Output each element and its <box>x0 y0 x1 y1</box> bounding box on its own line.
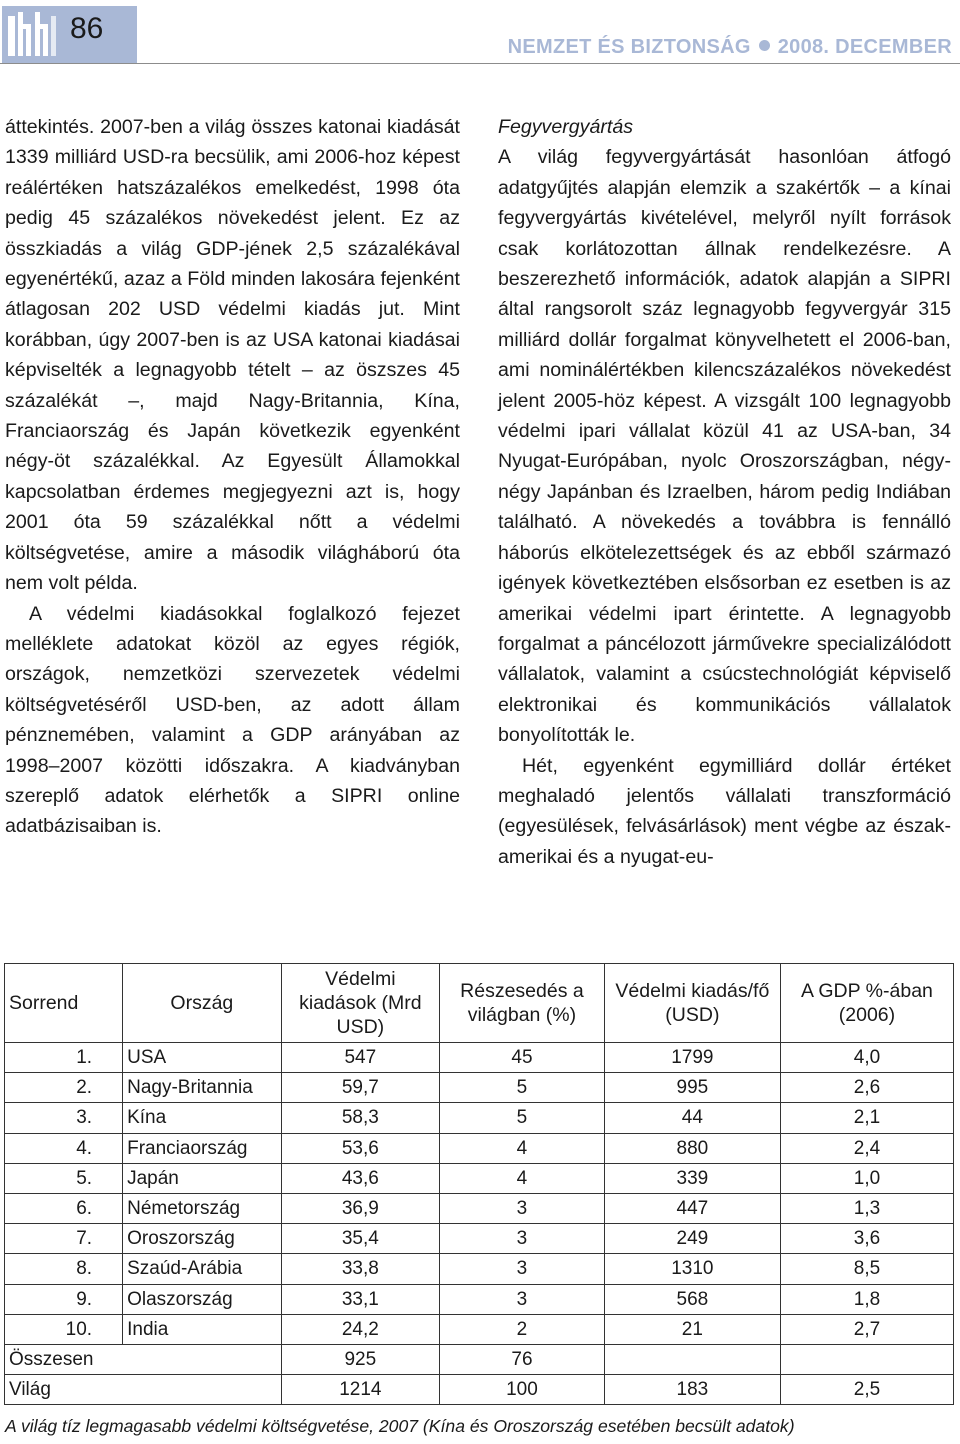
journal-logo-icon <box>8 10 56 60</box>
table-header-row <box>5 964 954 1043</box>
cell-gdp: 8,5 <box>780 1254 953 1284</box>
cell-world-gdp: 2,5 <box>780 1375 953 1405</box>
cell-rank: 6. <box>5 1193 123 1223</box>
cell-spending: 36,9 <box>281 1193 440 1223</box>
cell-share: 3 <box>440 1193 605 1223</box>
table-total-row <box>5 1344 954 1374</box>
cell-share: 45 <box>440 1043 605 1073</box>
cell-country: Németország <box>123 1193 282 1223</box>
cell-country: Nagy-Britannia <box>123 1073 282 1103</box>
cell-country: Oroszország <box>123 1224 282 1254</box>
cell-world-per-capita: 183 <box>604 1375 780 1405</box>
cell-per-capita: 1799 <box>604 1043 780 1073</box>
issue-date: 2008. DECEMBER <box>777 36 952 58</box>
cell-per-capita: 1310 <box>604 1254 780 1284</box>
cell-country: Kína <box>123 1103 282 1133</box>
cell-gdp: 1,3 <box>780 1193 953 1223</box>
table-row <box>5 1133 954 1163</box>
cell-total-share: 76 <box>440 1344 605 1374</box>
cell-gdp: 2,1 <box>780 1103 953 1133</box>
cell-gdp: 2,4 <box>780 1133 953 1163</box>
cell-per-capita: 995 <box>604 1073 780 1103</box>
cell-total-gdp <box>780 1344 953 1374</box>
col-header-gdp: A GDP %-ában (2006) <box>780 964 953 1043</box>
cell-per-capita: 568 <box>604 1284 780 1314</box>
table-row <box>5 1043 954 1073</box>
cell-spending: 33,8 <box>281 1254 440 1284</box>
table-row <box>5 1073 954 1103</box>
cell-world-label: Világ <box>5 1375 282 1405</box>
col-header-rank: Sorrend <box>5 964 123 1043</box>
cell-world-share: 100 <box>440 1375 605 1405</box>
cell-per-capita: 249 <box>604 1224 780 1254</box>
table-row <box>5 1314 954 1344</box>
section-heading: Fegyvergyártás <box>498 116 634 138</box>
page-number: 86 <box>70 12 104 45</box>
cell-country: Japán <box>123 1163 282 1193</box>
cell-rank: 1. <box>5 1043 123 1073</box>
cell-gdp: 1,8 <box>780 1284 953 1314</box>
cell-total-spending: 925 <box>281 1344 440 1374</box>
cell-spending: 547 <box>281 1043 440 1073</box>
left-column <box>5 112 460 842</box>
cell-spending: 35,4 <box>281 1224 440 1254</box>
cell-gdp: 2,6 <box>780 1073 953 1103</box>
col-header-share: Részesedés a világban (%) <box>440 964 605 1043</box>
cell-share: 3 <box>440 1224 605 1254</box>
cell-share: 5 <box>440 1103 605 1133</box>
cell-spending: 33,1 <box>281 1284 440 1314</box>
cell-spending: 53,6 <box>281 1133 440 1163</box>
cell-rank: 5. <box>5 1163 123 1193</box>
cell-total-label: Összesen <box>5 1344 282 1374</box>
cell-per-capita: 21 <box>604 1314 780 1344</box>
cell-rank: 8. <box>5 1254 123 1284</box>
cell-per-capita: 44 <box>604 1103 780 1133</box>
col-header-country: Ország <box>123 964 282 1043</box>
right-column <box>498 112 951 872</box>
table-row <box>5 1284 954 1314</box>
table-world-row <box>5 1375 954 1405</box>
cell-country: USA <box>123 1043 282 1073</box>
cell-share: 4 <box>440 1133 605 1163</box>
cell-rank: 3. <box>5 1103 123 1133</box>
cell-per-capita: 447 <box>604 1193 780 1223</box>
header-divider <box>0 63 960 64</box>
body-paragraph: A védelmi kiadásokkal foglalkozó fejezet melléklete adatokat közöl az egyes régiók, országok, nemzetközi szervezetek védelmi költségvetéséről USD-ben, az adott állam pénznemében, valamint a GDP arányában az 1998–2007 közötti időszakra. A kiadványban szereplő adatok elérhetők a SIPRI online adatbázisaiban is. <box>5 602 460 838</box>
cell-share: 3 <box>440 1254 605 1284</box>
cell-total-per-capita <box>604 1344 780 1374</box>
table-row <box>5 1103 954 1133</box>
body-paragraph: Hét, egyenként egymilliárd dollár értéket meghaladó jelentős vállalati transzformáció (egyesülések, felvásárlások) ment végbe az észak-amerikai és a nyugat-eu- <box>498 754 951 868</box>
table-row <box>5 1193 954 1223</box>
cell-world-spending: 1214 <box>281 1375 440 1405</box>
page-header <box>0 0 960 70</box>
table-row <box>5 1254 954 1284</box>
journal-title: NEMZET ÉS BIZTONSÁG <box>507 36 751 58</box>
cell-gdp: 2,7 <box>780 1314 953 1344</box>
body-paragraph: áttekintés. 2007-ben a világ összes katonai kiadását 1339 milliárd USD-ra becsülik, ami 2006-hoz képest reálértéken hatszázalékos emelkedést, 1998 óta pedig 45 százalékos növekedést jelent. Ez az összkiadás a világ GDP-jének 2,5 százalékával egyenértékű, azaz a Föld minden lakosára fejenként átlagosan 202 USD védelmi kiadás jut. Mint korábban, úgy 2007-ben is az USA katonai kiadásai képviselték a legnagyobb tételt – az öszszes 45 százalékát –, majd Nagy-Britannia, Kína, Franciaország és Japán következik egyenként négy-öt százalékkal. Az Egyesült Államokkal kapcsolatban érdemes megjegyezni azt is, hogy 2001 óta 59 százalékkal nőtt a védelmi költségvetése, amire a második világháború óta nem volt példa. <box>5 116 460 595</box>
cell-rank: 10. <box>5 1314 123 1344</box>
cell-country: India <box>123 1314 282 1344</box>
cell-spending: 24,2 <box>281 1314 440 1344</box>
cell-spending: 43,6 <box>281 1163 440 1193</box>
cell-share: 3 <box>440 1284 605 1314</box>
cell-per-capita: 339 <box>604 1163 780 1193</box>
body-paragraph: A világ fegyvergyártását hasonlóan átfogó adatgyűjtés alapján elemzik a szakértők – a kínai fegyvergyártás kivételével, melyről nyílt források csak korlátozottan állnak rendelkezésre. A beszerezhető információk, adatok alapján a SIPRI által rangsorolt száz legnagyobb fegyvergyár 315 milliárd dollár forgalmat könyvelhetett el 2006-ban, ami nominálértékben kilencszázalékos növekedést jelent 2005-höz képest. A vizsgált 100 legnagyobb védelmi ipari vállalat közül 41 az USA-ban, 34 Nyugat-Európában, nyolc Oroszországban, négy-négy Japánban és Izraelben, három pedig Indiában található. A növekedés a továbbra is fennálló háborús elkötelezettségek és az ebből származó igények következtében elsősorban ez esetben is az amerikai védelmi ipart érintette. A legnagyobb forgalmat a páncélozott járművekre specializálódott vállalatok, valamint a csúcstechnológiát képviselő elektronikai és kommunikációs vállalatok bonyolították le. <box>498 146 951 747</box>
cell-country: Szaúd-Arábia <box>123 1254 282 1284</box>
cell-gdp: 3,6 <box>780 1224 953 1254</box>
cell-spending: 59,7 <box>281 1073 440 1103</box>
cell-spending: 58,3 <box>281 1103 440 1133</box>
cell-gdp: 4,0 <box>780 1043 953 1073</box>
table-row <box>5 1163 954 1193</box>
defense-spending-table <box>4 963 954 1405</box>
running-head <box>508 36 952 59</box>
cell-rank: 2. <box>5 1073 123 1103</box>
cell-rank: 7. <box>5 1224 123 1254</box>
cell-per-capita: 880 <box>604 1133 780 1163</box>
data-table <box>4 963 954 1405</box>
cell-rank: 4. <box>5 1133 123 1163</box>
cell-share: 5 <box>440 1073 605 1103</box>
cell-share: 4 <box>440 1163 605 1193</box>
cell-share: 2 <box>440 1314 605 1344</box>
cell-rank: 9. <box>5 1284 123 1314</box>
separator-dot-icon <box>759 40 770 51</box>
cell-country: Olaszország <box>123 1284 282 1314</box>
col-header-spending: Védelmi kiadások (Mrd USD) <box>281 964 440 1043</box>
cell-country: Franciaország <box>123 1133 282 1163</box>
table-row <box>5 1224 954 1254</box>
table-caption: A világ tíz legmagasabb védelmi költségvetése, 2007 (Kína és Oroszország esetében becsült adatok) <box>5 1416 795 1436</box>
cell-gdp: 1,0 <box>780 1163 953 1193</box>
col-header-per-capita: Védelmi kiadás/fő (USD) <box>604 964 780 1043</box>
